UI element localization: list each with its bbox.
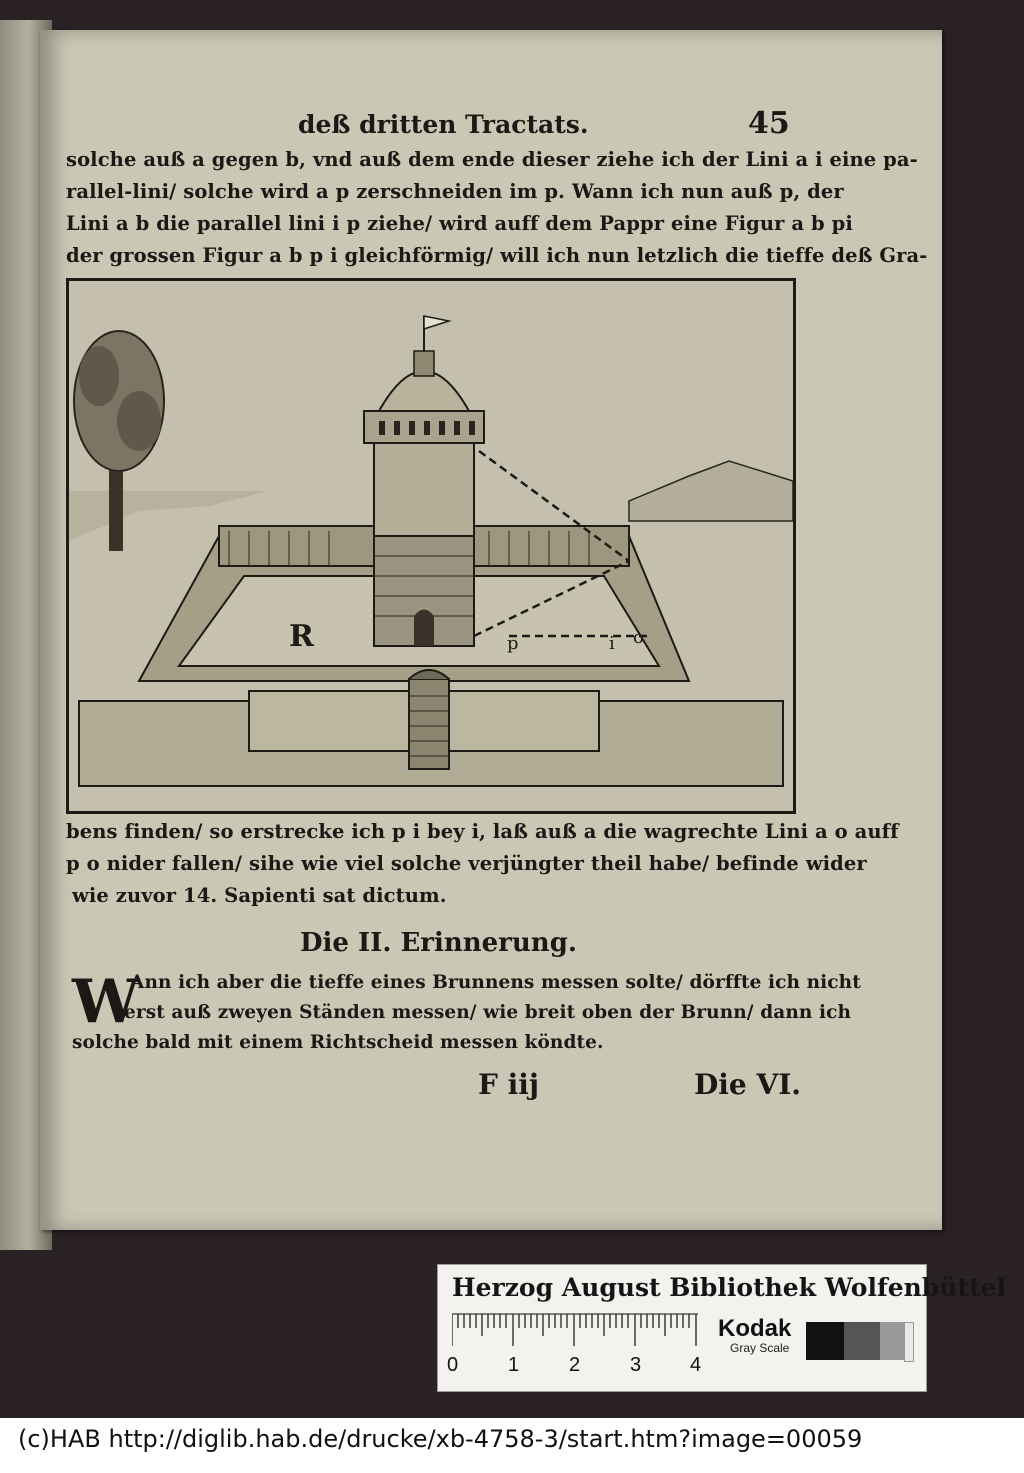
text-line: Lini a b die parallel lini i p ziehe/ wird auff dem Pappr eine Figur a b pi xyxy=(66,212,853,235)
woodcut-drawing xyxy=(69,281,793,811)
gray-swatch xyxy=(844,1322,880,1360)
text-line: rallel-lini/ solche wird a p zerschneiden im p. Wann ich nun auß p, der xyxy=(66,180,844,203)
signature-mark: F iij xyxy=(478,1068,540,1101)
text-line: bens finden/ so erstrecke ich p i bey i, laß auß a die wagrechte Lini a o auff xyxy=(66,820,899,843)
section-heading: Die II. Erinnerung. xyxy=(300,928,577,958)
gray-scale-label: Gray Scale xyxy=(730,1341,790,1355)
text-line: solche auß a gegen b, vnd auß dem ende dieser ziehe ich der Lini a i eine pa- xyxy=(66,148,918,171)
copyright-url: (c)HAB http://diglib.hab.de/drucke/xb-4758-3/start.htm?image=00059 xyxy=(18,1425,863,1453)
drop-cap: W xyxy=(72,967,140,1037)
ruler-scale xyxy=(452,1312,702,1352)
gray-swatch xyxy=(806,1322,844,1360)
running-header: deß dritten Tractats. xyxy=(298,110,589,139)
library-name: Herzog August Bibliothek Wolfenbüttel xyxy=(452,1273,1006,1302)
figure-label-o: o xyxy=(633,627,644,648)
figure-label-r: R xyxy=(289,619,314,654)
text-line: wie zuvor 14. Sapienti sat dictum. xyxy=(72,884,447,907)
figure-label-p: p xyxy=(507,633,519,654)
gray-swatch xyxy=(904,1322,914,1362)
text-line: solche bald mit einem Richtscheid messen köndte. xyxy=(72,1032,604,1053)
page-number: 45 xyxy=(748,106,790,141)
text-line: p o nider fallen/ sihe wie viel solche verjüngter theil habe/ befinde wider xyxy=(66,852,867,875)
kodak-logo: Kodak xyxy=(718,1315,792,1342)
tower-icon xyxy=(364,316,484,646)
gray-swatch xyxy=(880,1322,904,1360)
ruler-label: 2 xyxy=(569,1354,581,1376)
ruler-label: 1 xyxy=(508,1354,520,1376)
text-line: Ann ich aber die tieffe eines Brunnens messen solte/ dörffte ich nicht xyxy=(130,972,861,993)
woodcut-illustration xyxy=(66,278,796,814)
figure-label-i: i xyxy=(609,633,615,654)
catchword: Die VI. xyxy=(694,1068,802,1101)
ruler-label: 0 xyxy=(447,1354,459,1376)
text-line: der grossen Figur a b p i gleichförmig/ will ich nun letzlich die tieffe deß Gra- xyxy=(66,244,928,267)
ruler-label: 4 xyxy=(690,1354,702,1376)
ruler-label: 3 xyxy=(630,1354,642,1376)
text-line: erst auß zweyen Ständen messen/ wie breit oben der Brunn/ dann ich xyxy=(124,1002,851,1023)
